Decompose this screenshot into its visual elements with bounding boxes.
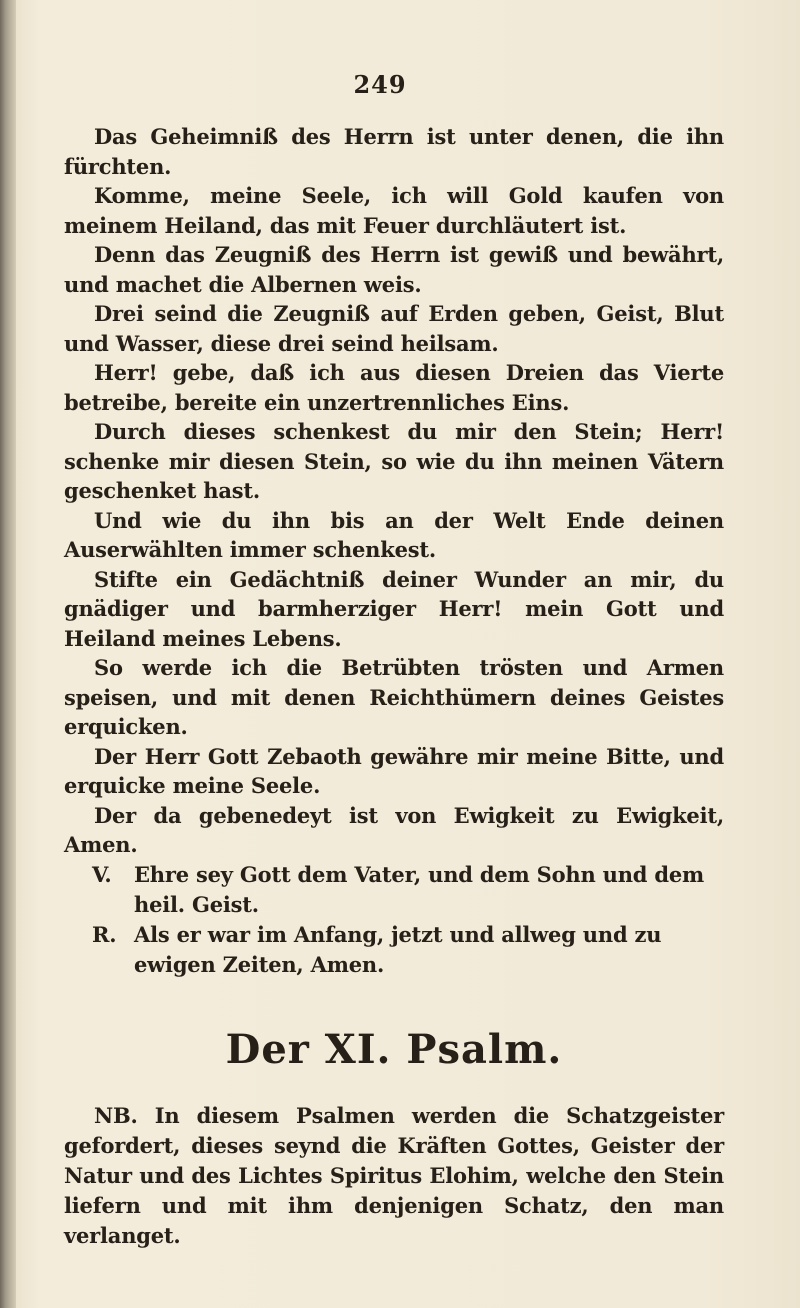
- page-number: 249: [353, 70, 407, 99]
- response-text: Als er war im Anfang, jetzt und allweg und zu ewigen Zeiten, Amen.: [134, 921, 662, 977]
- response-label: R.: [92, 921, 117, 947]
- paragraph: Durch dieses schenkest du mir den Stein; Herr! schenke mir diesen Stein, so wie du ihn meinen Vätern geschenket hast.: [64, 419, 724, 503]
- paragraph: So werde ich die Betrübten trösten und Armen speisen, und mit denen Reichthümern deines Geistes erquicken.: [64, 655, 724, 739]
- book-gutter-shadow: [0, 0, 16, 1308]
- paragraph: Herr! gebe, daß ich aus diesen Dreien das Vierte betreibe, bereite ein unzertrennliches Eins.: [64, 360, 724, 415]
- paragraph: Drei seind die Zeugniß auf Erden geben, Geist, Blut und Wasser, diese drei seind heilsam.: [64, 301, 724, 356]
- response: [64, 920, 724, 980]
- note-paragraph: NB. In diesem Psalmen werden die Schatzgeister gefordert, dieses seynd die Kräften Gottes, Geister der Natur und des Lichtes Spiritus Elohim, welche den Stein liefern und mit ihm denjenigen Schatz, den man verlanget.: [64, 1102, 724, 1248]
- paragraph: Der da gebenedeyt ist von Ewigkeit zu Ewigkeit, Amen.: [64, 802, 724, 857]
- body-text: [64, 122, 724, 1251]
- paragraph: Denn das Zeugniß des Herrn ist gewiß und bewährt, und machet die Albernen weis.: [64, 242, 724, 297]
- psalm-heading: Der XI. Psalm.: [225, 1025, 563, 1073]
- paragraph: Das Geheimniß des Herrn ist unter denen, die ihn fürchten.: [64, 124, 724, 179]
- paragraph: Und wie du ihn bis an der Welt Ende deinen Auserwählten immer schenkest.: [64, 507, 724, 562]
- paragraph: Stifte ein Gedächtniß deiner Wunder an mir, du gnädiger und barmherziger Herr! mein Gott und Heiland meines Lebens.: [64, 566, 724, 651]
- paragraph: Komme, meine Seele, ich will Gold kaufen von meinem Heiland, das mit Feuer durchläutert ist.: [64, 183, 724, 238]
- paragraph: Der Herr Gott Zebaoth gewähre mir meine Bitte, und erquicke meine Seele.: [64, 743, 724, 798]
- versicle-text: Ehre sey Gott dem Vater, und dem Sohn und dem heil. Geist.: [134, 861, 705, 917]
- versicle-label: V.: [92, 861, 112, 887]
- versicle: [64, 860, 724, 920]
